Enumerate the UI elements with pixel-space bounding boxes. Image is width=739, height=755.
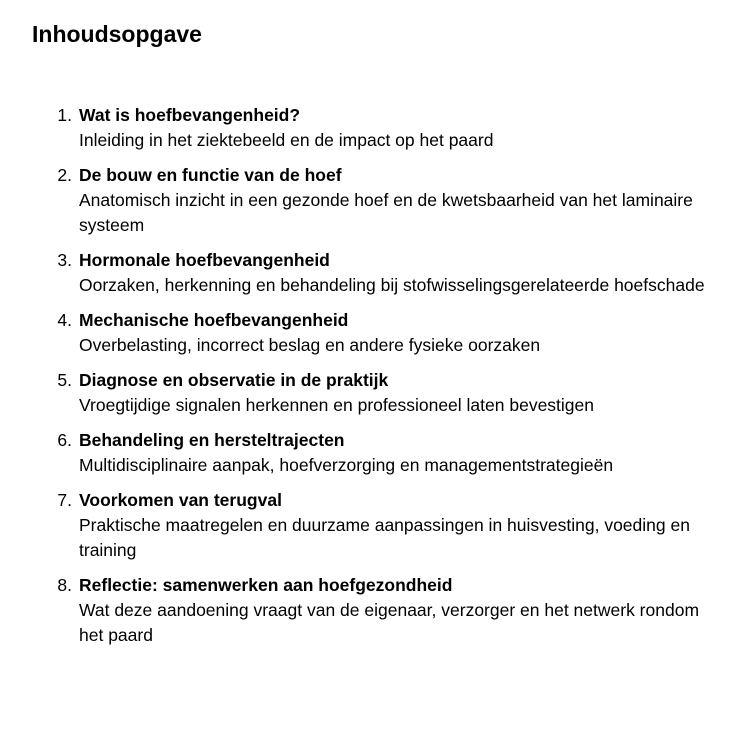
toc-item-2: [0, 163, 739, 238]
toc-item-description: Wat deze aandoening vraagt van de eigenaar, verzorger en het netwerk rondom het paard: [79, 600, 700, 645]
toc-item-number: 3.: [57, 250, 72, 270]
toc-item-7: [0, 488, 739, 563]
toc-item-number: 2.: [57, 165, 72, 185]
toc-item-description: Vroegtijdige signalen herkennen en professioneel laten bevestigen: [79, 395, 594, 415]
toc-item-1: [0, 103, 739, 153]
toc-item-heading: Reflectie: samenwerken aan hoefgezondheid: [79, 575, 453, 595]
toc-item-description: Inleiding in het ziektebeeld en de impact op het paard: [79, 130, 494, 150]
toc-item-number: 4.: [57, 310, 72, 330]
toc-item-number: 8.: [57, 575, 72, 595]
toc-item-heading: Behandeling en hersteltrajecten: [79, 430, 345, 450]
toc-item-6: [0, 428, 739, 478]
toc-item-number: 1.: [57, 105, 72, 125]
toc-item-4: [0, 308, 739, 358]
toc-item-heading: Diagnose en observatie in de praktijk: [79, 370, 389, 390]
toc-item-3: [0, 248, 739, 298]
toc-item-description: Overbelasting, incorrect beslag en andere fysieke oorzaken: [79, 335, 541, 355]
toc-item-heading: Hormonale hoefbevangenheid: [79, 250, 330, 270]
toc-item-heading: De bouw en functie van de hoef: [79, 165, 342, 185]
toc-item-description: Multidisciplinaire aanpak, hoefverzorging en managementstrategieën: [79, 455, 614, 475]
toc-item-description: Anatomisch inzicht in een gezonde hoef en de kwetsbaarheid van het laminaire systeem: [79, 190, 693, 235]
toc-item-description: Praktische maatregelen en duurzame aanpassingen in huisvesting, voeding en training: [79, 515, 690, 560]
toc-item-8: [0, 573, 739, 648]
toc-item-heading: Wat is hoefbevangenheid?: [79, 105, 301, 125]
toc-item-description: Oorzaken, herkenning en behandeling bij stofwisselingsgerelateerde hoefschade: [79, 275, 705, 295]
page-title: Inhoudsopgave: [32, 21, 202, 47]
toc-item-number: 5.: [57, 370, 72, 390]
toc-item-5: [0, 368, 739, 418]
toc-item-heading: Voorkomen van terugval: [79, 490, 282, 510]
toc-item-heading: Mechanische hoefbevangenheid: [79, 310, 349, 330]
table-of-contents: [0, 103, 739, 658]
toc-item-number: 6.: [57, 430, 72, 450]
toc-item-number: 7.: [57, 490, 72, 510]
